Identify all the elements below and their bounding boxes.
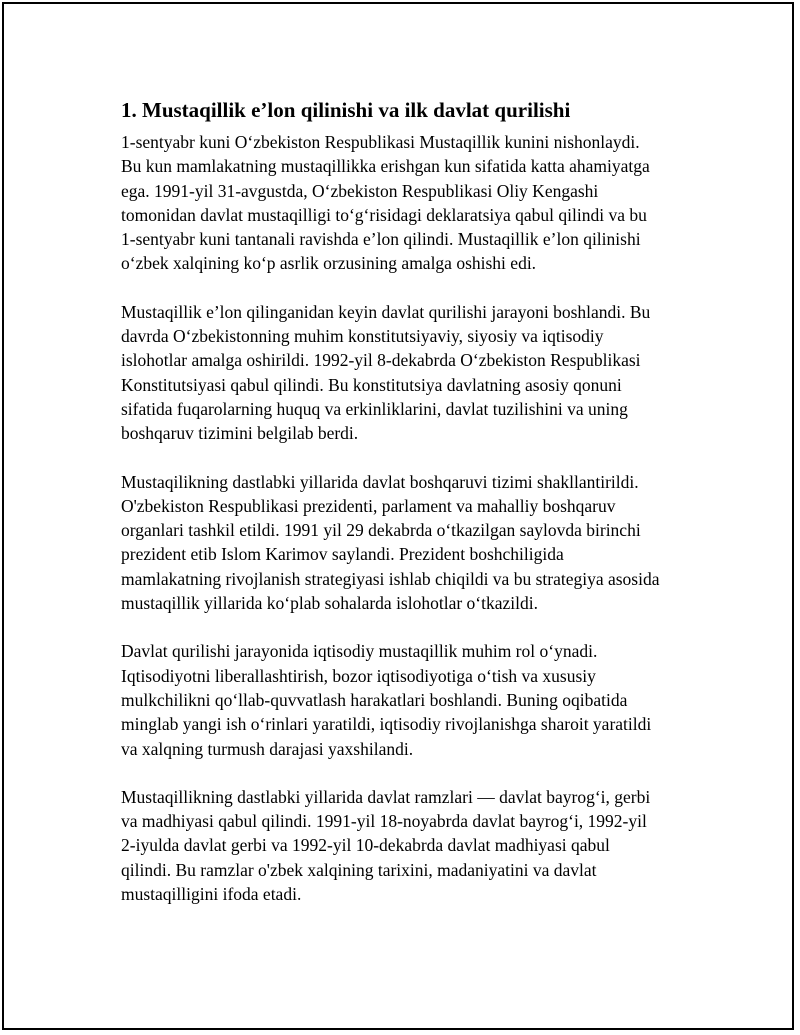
paragraph-3 bbox=[121, 470, 701, 616]
text-line: mustaqillik yillarida ko‘plab sohalarda islohotlar o‘tkazildi. bbox=[121, 593, 538, 614]
paragraph-2 bbox=[121, 300, 701, 446]
text-line: va xalqning turmush darajasi yaxshilandi. bbox=[121, 738, 414, 759]
text-line: Mustaqillikning dastlabki yillarida davlat ramzlari — davlat bayrog‘i, gerbi bbox=[121, 786, 651, 807]
text-line: ega. 1991-yil 31-avgustda, O‘zbekiston Respublikasi Oliy Kengashi bbox=[121, 180, 599, 201]
text-line: Davlat qurilishi jarayonida iqtisodiy mustaqillik muhim rol o‘ynadi. bbox=[121, 641, 598, 662]
text-line: organlari tashkil etildi. 1991 yil 29 dekabrda o‘tkazilgan saylovda birinchi bbox=[121, 520, 641, 541]
section-heading: 1. Mustaqillik e’lon qilinishi va ilk davlat qurilishi bbox=[121, 98, 571, 122]
text-line: tomonidan davlat mustaqilligi to‘g‘risidagi deklaratsiya qabul qilindi va bu bbox=[121, 204, 647, 225]
text-line: mulkchilikni qo‘llab-quvvatlash harakatlari boshlandi. Buning oqibatida bbox=[121, 689, 628, 710]
text-line: Bu kun mamlakatning mustaqillikka erishgan kun sifatida katta ahamiyatga bbox=[121, 156, 650, 177]
text-line: islohotlar amalga oshirildi. 1992-yil 8-dekabrda O‘zbekiston Respublikasi bbox=[121, 350, 641, 371]
text-line: davrda O‘zbekistonning muhim konstitutsiyaviy, siyosiy va iqtisodiy bbox=[121, 326, 604, 347]
text-line: 1-sentyabr kuni O‘zbekiston Respublikasi Mustaqillik kunini nishonlaydi. bbox=[121, 132, 640, 152]
text-line: Iqtisodiyotni liberallashtirish, bozor iqtisodiyotiga o‘tish va xususiy bbox=[121, 665, 596, 686]
text-line: o‘zbek xalqining ko‘p asrlik orzusining amalga oshishi edi. bbox=[121, 253, 537, 274]
text-line: mamlakatning rivojlanish strategiyasi ishlab chiqildi va bu strategiya asosida bbox=[121, 568, 660, 589]
document-content bbox=[121, 96, 701, 930]
paragraph-1 bbox=[121, 130, 701, 276]
text-line: boshqaruv tizimini belgilab berdi. bbox=[121, 423, 359, 444]
text-line: va madhiyasi qabul qilindi. 1991-yil 18-noyabrda davlat bayrog‘i, 1992-yil bbox=[121, 811, 647, 832]
text-line: Mustaqillik e’lon qilinganidan keyin davlat qurilishi jarayoni boshlandi. Bu bbox=[121, 301, 651, 322]
text-line: sifatida fuqarolarning huquq va erkinliklarini, davlat tuzilishini va uning bbox=[121, 398, 628, 419]
text-line: Konstitutsiyasi qabul qilindi. Bu konstitutsiya davlatning asosiy qonuni bbox=[121, 374, 622, 395]
paragraph-5 bbox=[121, 785, 701, 906]
paragraph-4 bbox=[121, 639, 701, 760]
text-line: 2-iyulda davlat gerbi va 1992-yil 10-dekabrda davlat madhiyasi qabul bbox=[121, 835, 610, 856]
text-line: minglab yangi ish o‘rinlari yaratildi, iqtisodiy rivojlanishga sharoit yaratildi bbox=[121, 714, 652, 735]
text-line: O'zbekiston Respublikasi prezidenti, parlament va mahalliy boshqaruv bbox=[121, 495, 616, 516]
text-line: 1-sentyabr kuni tantanali ravishda e’lon qilindi. Mustaqillik e’lon qilinishi bbox=[121, 229, 641, 250]
text-line: qilindi. Bu ramzlar o'zbek xalqining tarixini, madaniyatini va davlat bbox=[121, 859, 597, 880]
text-line: mustaqilligini ifoda etadi. bbox=[121, 884, 302, 905]
text-line: prezident etib Islom Karimov saylandi. Prezident boshchiligida bbox=[121, 544, 564, 565]
document-page bbox=[2, 2, 794, 1030]
text-line: Mustaqilikning dastlabki yillarida davlat boshqaruvi tizimi shakllantirildi. bbox=[121, 471, 639, 492]
